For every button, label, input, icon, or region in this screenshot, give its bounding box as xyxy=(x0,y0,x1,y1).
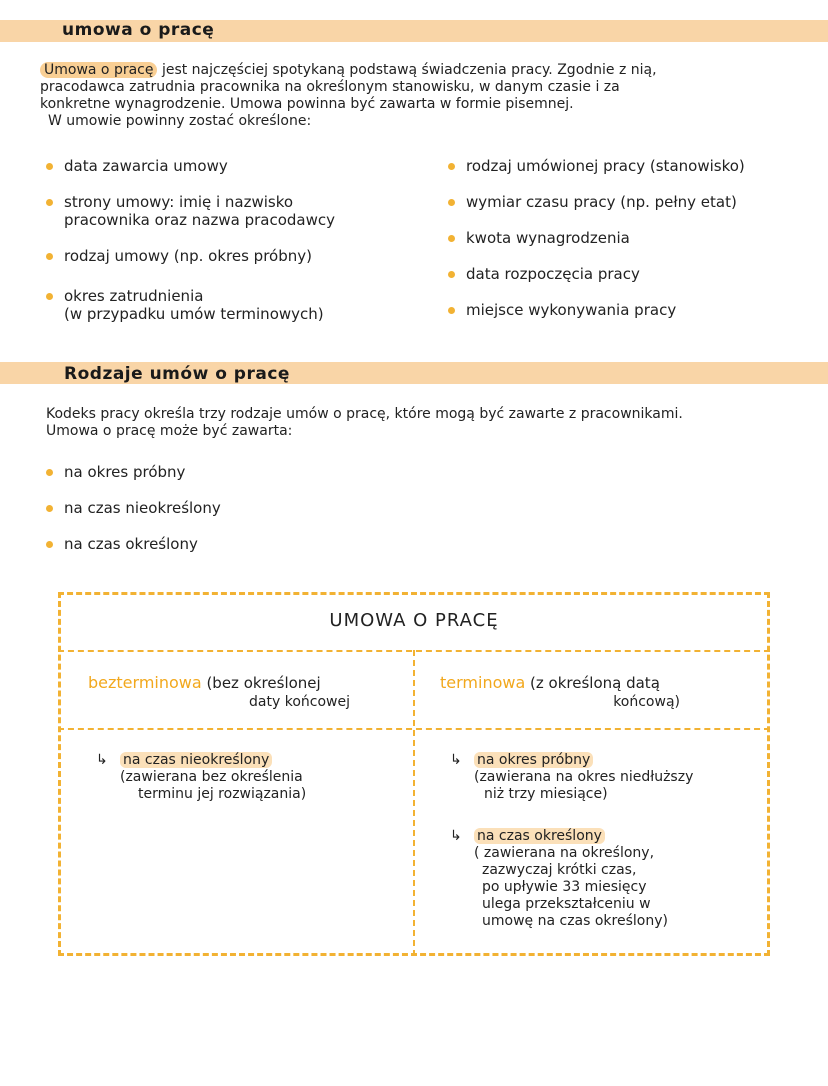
entry-desc-line: terminu jej rozwiązania) xyxy=(138,786,307,802)
list-item: rodzaj umówionej pracy (stanowisko) xyxy=(446,157,816,175)
list-item: rodzaj umowy (np. okres próbny) xyxy=(44,247,404,265)
table-title: UMOWA O PRACĘ xyxy=(329,610,499,631)
right-column-title xyxy=(440,674,660,692)
intro-line2: pracodawca zatrudnia pracownika na określonym stanowisku, w danym czasie i za xyxy=(40,79,620,95)
list-item: miejsce wykonywania pracy xyxy=(446,301,816,319)
list-item: strony umowy: imię i nazwisko pracownika oraz nazwa pracodawcy xyxy=(44,193,404,229)
left-subtitle-line2: daty końcowej xyxy=(249,694,350,710)
entry-desc-line: ( zawierana na określony, xyxy=(474,845,655,861)
entry-title: na czas określony xyxy=(474,828,605,844)
entry-desc-line: zazwyczaj krótki czas, xyxy=(482,862,637,878)
entry-title: na okres próbny xyxy=(474,752,593,768)
entry-desc-line: ulega przekształceniu w xyxy=(482,896,651,912)
left-column-title xyxy=(88,674,321,692)
right-subtitle-line1: (z określoną datą xyxy=(530,674,660,692)
entry-desc-line: (zawierana bez określenia xyxy=(120,769,303,785)
arrow-icon: ↳ xyxy=(450,752,462,768)
list-item: na czas nieokreślony xyxy=(44,499,444,517)
section1-right-list xyxy=(446,157,816,319)
entry-desc-line: niż trzy miesiące) xyxy=(484,786,608,802)
terminowa-label: terminowa xyxy=(440,673,526,692)
entry-desc-line: (zawierana na okres niedłuższy xyxy=(474,769,694,785)
section1-title: umowa o pracę xyxy=(62,20,215,40)
list-item: okres zatrudnienia (w przypadku umów terminowych) xyxy=(44,287,404,323)
section2-list xyxy=(44,463,444,553)
entry-title: na czas nieokreślony xyxy=(120,752,272,768)
right-subtitle-line2: końcową) xyxy=(613,694,680,710)
list-item: na okres próbny xyxy=(44,463,444,481)
section2-title: Rodzaje umów o pracę xyxy=(64,364,290,384)
section1-intro xyxy=(40,62,820,130)
table-divider-vertical xyxy=(413,650,415,956)
arrow-icon: ↳ xyxy=(450,828,462,844)
entry-desc-line: po upływie 33 miesięcy xyxy=(482,879,647,895)
section2-line1: Kodeks pracy określa trzy rodzaje umów o pracę, które mogą być zawarte z pracownikami. xyxy=(46,406,683,422)
intro-highlight: Umowa o pracę xyxy=(40,62,157,78)
list-item: kwota wynagrodzenia xyxy=(446,229,816,247)
arrow-icon: ↳ xyxy=(96,752,108,768)
section1-left-list xyxy=(44,157,404,323)
entry-desc-line: umowę na czas określony) xyxy=(482,913,668,929)
bezterminowa-label: bezterminowa xyxy=(88,673,202,692)
section2-intro xyxy=(46,406,821,440)
list-item: data zawarcia umowy xyxy=(44,157,404,175)
intro-line4: W umowie powinny zostać określone: xyxy=(48,113,312,129)
list-item: na czas określony xyxy=(44,535,444,553)
section2-line2: Umowa o pracę może być zawarta: xyxy=(46,423,293,439)
right-entry-fixed-term xyxy=(450,828,764,930)
intro-line3: konkretne wynagrodzenie. Umowa powinna być zawarta w formie pisemnej. xyxy=(40,96,574,112)
list-item: data rozpoczęcia pracy xyxy=(446,265,816,283)
list-item: wymiar czasu pracy (np. pełny etat) xyxy=(446,193,816,211)
left-subtitle-line1: (bez określonej xyxy=(206,674,321,692)
right-entry-probation xyxy=(450,752,764,803)
left-entry xyxy=(96,752,400,803)
intro-line1: jest najczęściej spotykaną podstawą świadczenia pracy. Zgodnie z nią, xyxy=(161,62,657,78)
